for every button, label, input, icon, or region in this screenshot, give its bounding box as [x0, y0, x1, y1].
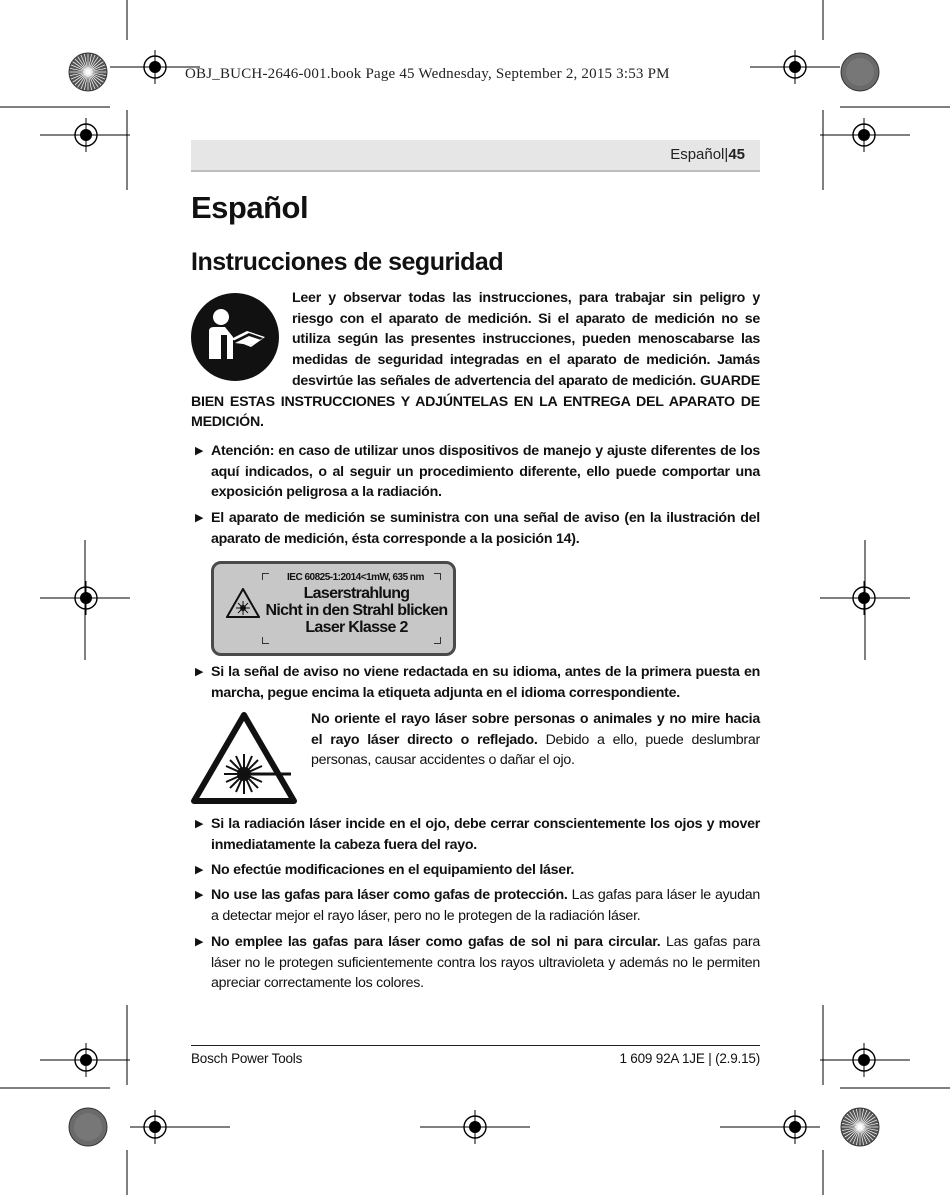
- intro-text: Leer y observar todas las instrucciones, para trabajar sin peligro y riesgo con el aparato de medición. Si el aparato de medición no se utiliza según las presentes instrucciones, pueden menoscabarse las medidas de seguridad integradas en el aparato de medición. Jamás desvirtúe las señales de advertencia del aparato de medición. GUARDE BIEN ESTAS INSTRUCCIONES Y ADJÚNTELAS EN LA ENTREGA DEL APARATO DE MEDICIÓN.: [191, 290, 760, 431]
- bullet-triangle-icon: ▶: [195, 889, 204, 901]
- label-line-3: Laser Klasse 2: [305, 619, 408, 636]
- list-item: ▶ Si la señal de aviso no viene redactada en su idioma, antes de la primera puesta en marcha, pegue encima la etiqueta adjunta en el idioma correspondiente.: [195, 664, 760, 701]
- footer-doc-number: 1 609 92A 1JE | (2.9.15): [619, 1051, 760, 1066]
- laser-warning-icon: [191, 712, 297, 804]
- page-header-band: [191, 140, 760, 172]
- list-item: ▶ No emplee las gafas para láser como gafas de sol ni para circular. Las gafas para láser no le protegen suficientemente contra los rayos ultravioleta y además no le permiten apreciar correctamente los colores.: [195, 934, 760, 992]
- laser-warning-paragraph: No oriente el rayo láser sobre personas o animales y no mire hacia el rayo láser directo o reflejado. Debido a ello, puede deslumbrar personas, causar accidentes o dañar el ojo.: [311, 711, 760, 769]
- label-line-1: Laserstrahlung: [303, 585, 410, 602]
- list-item: ▶ No efectúe modificaciones en el equipamiento del láser.: [191, 860, 760, 881]
- footer-brand: Bosch Power Tools: [191, 1051, 303, 1066]
- list-item: ▶ El aparato de medición se suministra con una señal de aviso (en la ilustración del aparato de medición, ésta corresponde a la posición 14).: [195, 510, 760, 547]
- page-title: Español: [191, 190, 309, 225]
- bullet-triangle-icon: ▶: [195, 818, 204, 830]
- header-language: Español: [670, 146, 725, 163]
- label-line-2: Nicht in den Strahl blicken: [265, 602, 448, 619]
- label-spec: IEC 60825-1:2014<1mW, 635 nm: [287, 572, 424, 583]
- list-item: ▶ No use las gafas para láser como gafas de protección. Las gafas para láser le ayudan a detectar mejor el rayo láser, pero no le protegen de la radiación láser.: [195, 887, 760, 924]
- bullet-triangle-icon: ▶: [195, 936, 204, 948]
- laser-warning-label: [211, 561, 456, 656]
- laser-warning-icon: [226, 588, 260, 618]
- bullet-triangle-icon: ▶: [195, 666, 204, 678]
- section-title: Instrucciones de seguridad: [191, 248, 504, 276]
- footer-divider: [191, 1045, 760, 1046]
- bullet-triangle-icon: ▶: [195, 864, 204, 876]
- bullet-triangle-icon: ▶: [195, 512, 204, 524]
- bullet-triangle-icon: ▶: [195, 445, 204, 457]
- header-separator: |: [724, 146, 729, 163]
- list-item: ▶ Si la radiación láser incide en el ojo, debe cerrar conscientemente los ojos y mover inmediatamente la cabeza fuera del rayo.: [195, 816, 760, 853]
- print-header: OBJ_BUCH-2646-001.book Page 45 Wednesday, September 2, 2015 3:53 PM: [185, 66, 670, 82]
- list-item: ▶ Atención: en caso de utilizar unos dispositivos de manejo y ajuste diferentes de los aquí indicados, o al seguir un procedimiento diferente, ello puede comportar una exposición peligrosa a la radiación.: [195, 443, 760, 501]
- page-header: [670, 146, 745, 163]
- intro-paragraph: [191, 288, 760, 433]
- page-number: 45: [728, 146, 745, 163]
